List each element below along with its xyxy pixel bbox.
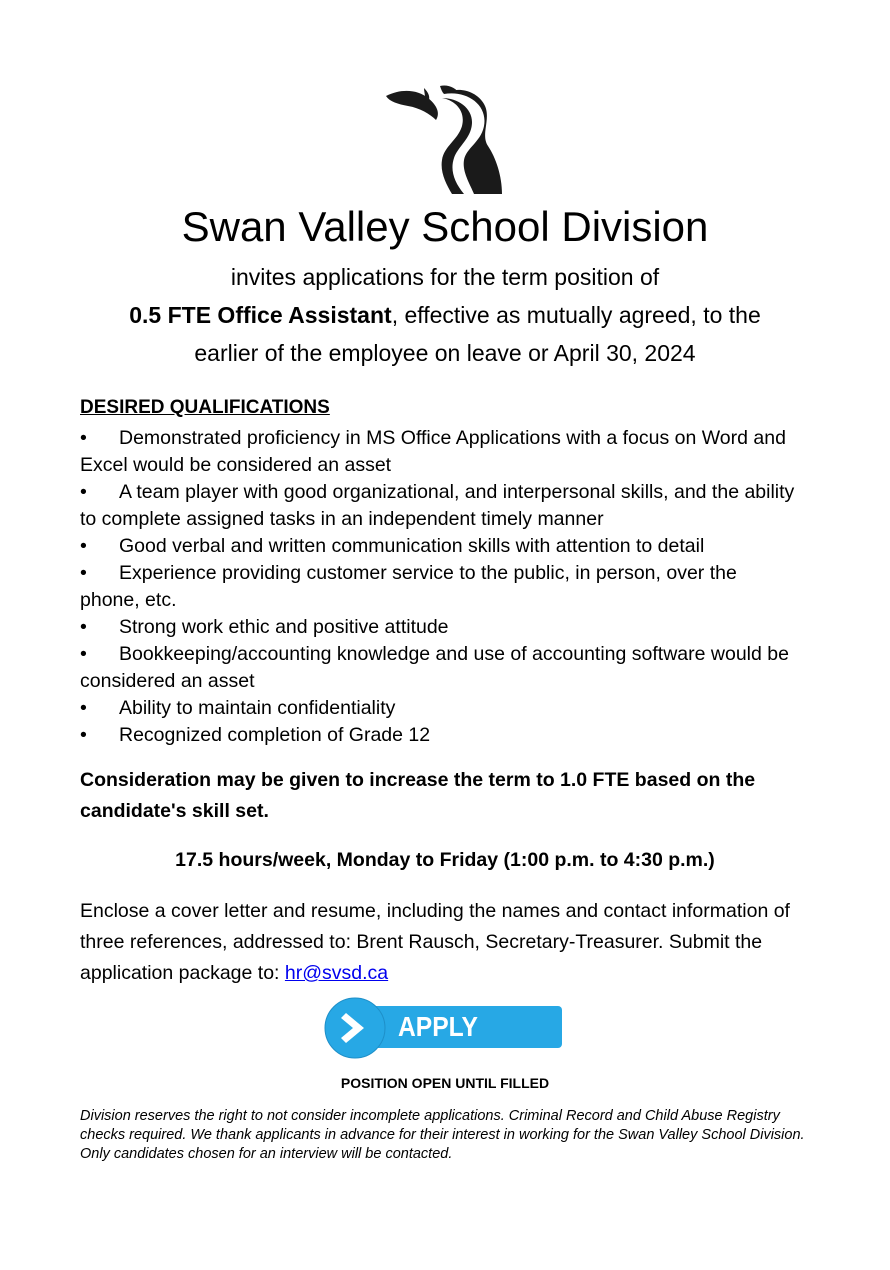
application-text: Enclose a cover letter and resume, including the names and contact information of three references, addressed to: Brent Rausch, Secretary-Treasurer. Submit the application package to: [80, 900, 790, 984]
list-item [80, 479, 800, 533]
qualification-text: Bookkeeping/accounting knowledge and use of accounting software would be considered an asset [80, 643, 789, 692]
organization-name: Swan Valley School Division [181, 203, 709, 250]
intro-block [60, 258, 830, 372]
email-link[interactable]: hr@svsd.ca [284, 962, 389, 984]
list-item [80, 614, 800, 641]
bullet-icon: • [80, 643, 87, 665]
bullet-icon: • [80, 562, 87, 584]
list-item [80, 425, 800, 479]
disclaimer-text: Division reserves the right to not consider incomplete applications. Criminal Record and Child Abuse Registry checks required. We thank applicants in advance for their interest in working for the Swan Valley School Division. Only candidates chosen for an interview will be contacted. [80, 1108, 805, 1162]
qualification-text: Recognized completion of Grade 12 [119, 724, 431, 746]
qualifications-heading: DESIRED QUALIFICATIONS [80, 397, 330, 418]
bullet-icon: • [80, 535, 87, 557]
qualification-text: Demonstrated proficiency in MS Office Applications with a focus on Word and Excel would be considered an asset [80, 427, 786, 476]
intro-line-2-rest: , effective as mutually agreed, to the [391, 302, 761, 328]
qualifications-list [80, 425, 800, 749]
intro-line-3: earlier of the employee on leave or April 30, 2024 [194, 340, 696, 366]
list-item [80, 560, 800, 614]
intro-line-2 [60, 296, 830, 334]
application-instructions [80, 896, 810, 989]
work-hours: 17.5 hours/week, Monday to Friday (1:00 p.m. to 4:30 p.m.) [175, 849, 715, 871]
bullet-icon: • [80, 724, 87, 746]
intro-line-1: invites applications for the term position of [230, 264, 660, 290]
position-status: POSITION OPEN UNTIL FILLED [340, 1075, 550, 1091]
apply-button-label: APPLY NOW [398, 1011, 478, 1084]
list-item [80, 641, 800, 695]
bullet-icon: • [80, 697, 87, 719]
qualification-text: Ability to maintain confidentiality [119, 697, 396, 719]
consideration-note: Consideration may be given to increase the term to 1.0 FTE based on the candidate's skill set. [80, 769, 756, 822]
chevron-right-icon [324, 997, 386, 1059]
position-title: 0.5 FTE Office Assistant [129, 302, 392, 328]
qualification-text: Good verbal and written communication skills with attention to detail [119, 535, 705, 557]
list-item [80, 533, 800, 560]
qualification-text: Experience providing customer service to the public, in person, over the phone, etc. [80, 562, 737, 611]
qualification-text: Strong work ethic and positive attitude [119, 616, 449, 638]
bullet-icon: • [80, 616, 87, 638]
list-item [80, 695, 800, 722]
bullet-icon: • [80, 481, 87, 503]
bullet-icon: • [80, 427, 87, 449]
list-item [80, 722, 800, 749]
swan-logo-icon [384, 84, 506, 194]
qualification-text: A team player with good organizational, and interpersonal skills, and the ability to complete assigned tasks in an independent timely manner [80, 481, 795, 530]
